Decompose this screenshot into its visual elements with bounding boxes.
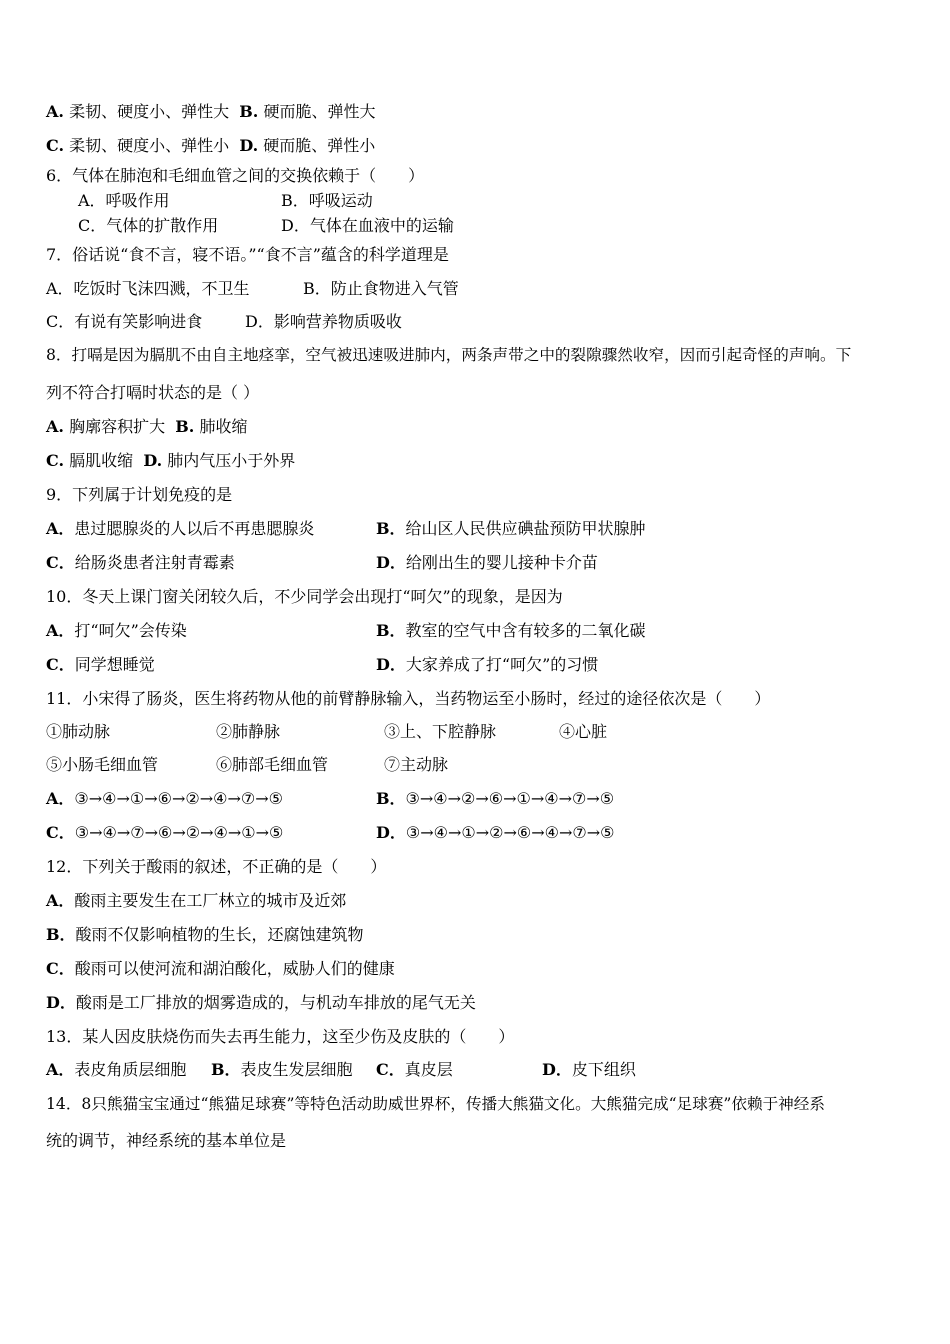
q13-option-b-letter: B． (211, 1060, 241, 1079)
q10-option-c-letter: C． (46, 655, 75, 674)
q8-option-b: 肺收缩 (199, 417, 248, 436)
q8-stem-line2: 列不符合打嗝时状态的是（ ） (46, 383, 260, 402)
q10-option-b-text: 教室的空气中含有较多的二氧化碳 (405, 621, 646, 640)
q8-option-b-letter: B. (175, 417, 195, 436)
q9-option-d (376, 553, 598, 573)
q5-options-row1 (46, 102, 375, 122)
q13-option-c-letter: C． (376, 1060, 405, 1079)
q8-stem-line1: 8．打嗝是因为膈肌不由自主地痉挛，空气被迅速吸进肺内，两条声带之中的裂隙骤然收窄，因而引起奇怪的声响。下 (46, 346, 852, 364)
q9-stem: 9．下列属于计划免疫的是 (46, 485, 233, 504)
q5-option-a: 柔韧、硬度小、弹性大 (69, 102, 230, 121)
q11-option-d (376, 823, 614, 843)
q10-option-a-letter: A． (46, 621, 75, 640)
q12-option-a-text: 酸雨主要发生在工厂林立的城市及近郊 (74, 891, 347, 910)
q14-stem-line1: 14．8只熊猫宝宝通过“熊猫足球赛”等特色活动助威世界杯，传播大熊猫文化。大熊猫完成“足球赛”依赖于神经系 (46, 1095, 825, 1113)
q10-option-d-letter: D． (376, 655, 406, 674)
q11-stem: 11．小宋得了肠炎，医生将药物从他的前臂静脉输入，当药物运至小肠时，经过的途径依次是（ ） (46, 689, 771, 708)
q12-option-c-letter: C． (46, 959, 75, 978)
q11-item-4: ④心脏 (559, 722, 608, 741)
q5-option-b-letter: B. (239, 102, 259, 121)
q13-option-d-text: 皮下组织 (571, 1060, 636, 1079)
q5-option-b: 硬而脆、弹性大 (263, 102, 376, 121)
q9-option-d-text: 给刚出生的婴儿接种卡介苗 (405, 553, 598, 572)
q6-option-a: A．呼吸作用 (78, 191, 170, 210)
q9-option-b (376, 519, 646, 539)
q11-option-a-text: ③→④→①→⑥→②→④→⑦→⑤ (74, 789, 284, 808)
q12-stem: 12．下列关于酸雨的叙述，不正确的是（ ） (46, 857, 387, 876)
q11-option-b (376, 789, 614, 809)
q13-option-b (211, 1060, 353, 1080)
q13-option-d-letter: D． (542, 1060, 572, 1079)
q10-stem: 10．冬天上课门窗关闭较久后，不少同学会出现打“呵欠”的现象，是因为 (46, 587, 563, 606)
q9-option-a-letter: A． (46, 519, 75, 538)
q7-option-a: A．吃饭时飞沫四溅，不卫生 (46, 279, 250, 298)
q10-option-b (376, 621, 646, 641)
q8-option-d: 肺内气压小于外界 (167, 451, 296, 470)
q12-option-a (46, 891, 346, 911)
q13-option-a-text: 表皮角质层细胞 (74, 1060, 187, 1079)
q14-stem-line2: 统的调节，神经系统的基本单位是 (46, 1131, 287, 1150)
q9-option-b-letter: B． (376, 519, 406, 538)
q13-option-b-text: 表皮生发层细胞 (240, 1060, 353, 1079)
q8-option-d-letter: D. (143, 451, 163, 470)
q13-stem: 13．某人因皮肤烧伤而失去再生能力，这至少伤及皮肤的（ ） (46, 1027, 515, 1046)
q12-option-b-text: 酸雨不仅影响植物的生长，还腐蚀建筑物 (75, 925, 364, 944)
q8-option-a: 胸廓容积扩大 (69, 417, 166, 436)
q11-option-c (46, 823, 283, 843)
q9-option-a-text: 患过腮腺炎的人以后不再患腮腺炎 (74, 519, 315, 538)
q11-option-a-letter: A． (46, 789, 75, 808)
q11-item-2: ②肺静脉 (216, 722, 281, 741)
q6-stem: 6．气体在肺泡和毛细血管之间的交换依赖于（ ） (46, 166, 425, 185)
q10-option-d (376, 655, 598, 675)
q5-option-c: 柔韧、硬度小、弹性小 (69, 136, 230, 155)
q9-option-c-text: 给肠炎患者注射青霉素 (74, 553, 235, 572)
q11-item-7: ⑦主动脉 (384, 755, 449, 774)
q10-option-d-text: 大家养成了打“呵欠”的习惯 (405, 655, 599, 674)
q11-option-b-text: ③→④→②→⑥→①→④→⑦→⑤ (405, 789, 615, 808)
q9-option-c (46, 553, 235, 573)
q12-option-d (46, 993, 476, 1013)
q12-option-b-letter: B． (46, 925, 76, 944)
q11-option-d-letter: D． (376, 823, 406, 842)
q8-option-c-letter: C. (46, 451, 65, 470)
q11-option-a (46, 789, 283, 809)
q8-option-a-letter: A. (46, 417, 64, 436)
q12-option-c-text: 酸雨可以使河流和湖泊酸化，威胁人们的健康 (74, 959, 395, 978)
q10-option-c (46, 655, 155, 675)
q10-option-a (46, 621, 187, 641)
q5-option-d: 硬而脆、弹性小 (263, 136, 376, 155)
q6-option-c: C．气体的扩散作用 (78, 216, 219, 235)
q11-option-d-text: ③→④→①→②→⑥→④→⑦→⑤ (405, 823, 615, 842)
q11-item-6: ⑥肺部毛细血管 (216, 755, 329, 774)
q7-stem: 7．俗话说“食不言，寝不语。”“食不言”蕴含的科学道理是 (46, 245, 449, 264)
q7-option-b: B．防止食物进入气管 (303, 279, 459, 298)
q12-option-d-text: 酸雨是工厂排放的烟雾造成的，与机动车排放的尾气无关 (75, 993, 476, 1012)
q9-option-c-letter: C． (46, 553, 75, 572)
q13-option-c (376, 1060, 453, 1080)
q9-option-d-letter: D． (376, 553, 406, 572)
q6-option-b: B．呼吸运动 (281, 191, 373, 210)
q5-option-c-letter: C. (46, 136, 65, 155)
q5-options-row2 (46, 136, 375, 156)
q11-option-c-letter: C． (46, 823, 75, 842)
q10-option-a-text: 打“呵欠”会传染 (74, 621, 187, 640)
q8-option-c: 膈肌收缩 (69, 451, 134, 470)
q8-options-row1 (46, 417, 247, 437)
q12-option-d-letter: D． (46, 993, 76, 1012)
q9-option-a (46, 519, 314, 539)
q10-option-c-text: 同学想睡觉 (74, 655, 155, 674)
q11-item-1: ①肺动脉 (46, 722, 111, 741)
q13-option-a (46, 1060, 186, 1080)
q5-option-a-letter: A. (46, 102, 64, 121)
q7-option-c: C．有说有笑影响进食 (46, 312, 203, 331)
q6-option-d: D．气体在血液中的运输 (281, 216, 454, 235)
q11-option-b-letter: B． (376, 789, 406, 808)
q11-item-3: ③上、下腔静脉 (384, 722, 497, 741)
q11-item-5: ⑤小肠毛细血管 (46, 755, 159, 774)
q11-option-c-text: ③→④→⑦→⑥→②→④→①→⑤ (74, 823, 284, 842)
q13-option-c-text: 真皮层 (404, 1060, 453, 1079)
q13-option-a-letter: A． (46, 1060, 75, 1079)
q12-option-c (46, 959, 395, 979)
q9-option-b-text: 给山区人民供应碘盐预防甲状腺肿 (405, 519, 646, 538)
q5-option-d-letter: D. (239, 136, 259, 155)
q12-option-a-letter: A． (46, 891, 75, 910)
q8-options-row2 (46, 451, 295, 471)
q10-option-b-letter: B． (376, 621, 406, 640)
q13-option-d (542, 1060, 636, 1080)
q12-option-b (46, 925, 364, 945)
q7-option-d: D．影响营养物质吸收 (245, 312, 402, 331)
